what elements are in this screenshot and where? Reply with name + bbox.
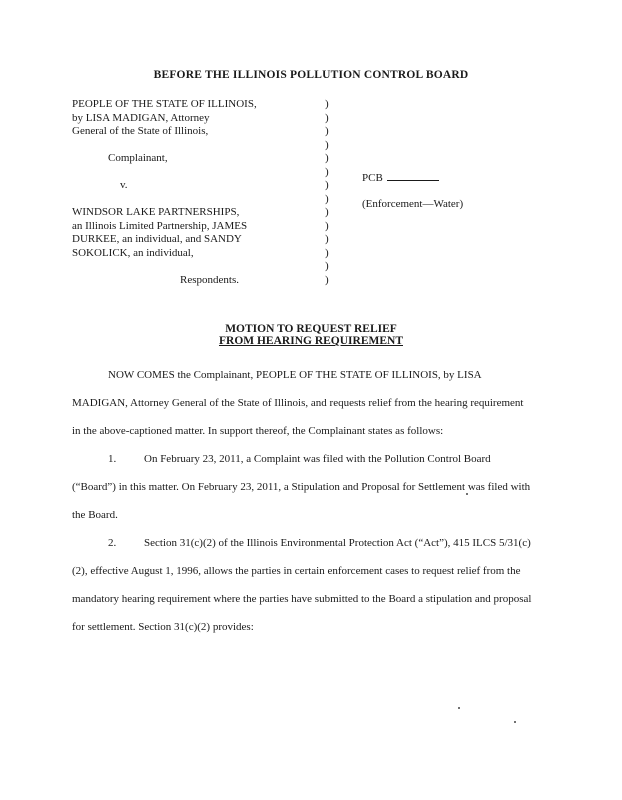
respondent-line: SOKOLICK, an individual, (72, 246, 194, 259)
board-heading: BEFORE THE ILLINOIS POLLUTION CONTROL BOARD (153, 69, 469, 81)
plaintiff-line: PEOPLE OF THE STATE OF ILLINOIS, (72, 98, 257, 110)
pcb-number (362, 170, 439, 184)
plaintiff-line: by LISA MADIGAN, Attorney (72, 111, 210, 124)
caption-parentheses (325, 98, 329, 287)
respondent-line: WINDSOR LAKE PARTNERSHIPS, (72, 206, 240, 218)
paragraph-text: On February 23, 2011, a Complaint was filed with the Pollution Control Board (“Board”) in this matter. On February 23, 2011, a Stipulation and Proposal for Settlement was filed with the Board. (72, 453, 531, 521)
paren: ) (325, 219, 329, 232)
scan-speck (514, 721, 516, 723)
scan-speck (458, 707, 460, 709)
case-type: (Enforcement—Water) (362, 198, 464, 210)
paren: ) (325, 260, 329, 272)
plaintiff-line: General of the State of Illinois, (72, 125, 209, 137)
paren: ) (325, 246, 329, 259)
respondents-label: Respondents. (180, 273, 239, 286)
motion-title-line2: FROM HEARING REQUIREMENT (218, 335, 403, 347)
paren: ) (325, 165, 329, 178)
intro-paragraph: NOW COMES the Complainant, PEOPLE OF THE STATE OF ILLINOIS, by LISA MADIGAN, Attorney General of the State of Illinois, and requests relief from the hearing requirement in the above-captioned matter. In support thereof, the Complainant states as follows: (72, 369, 524, 437)
complainant-label: Complainant, (108, 152, 168, 164)
paragraph-number: 1. (108, 453, 117, 465)
paren: ) (325, 125, 329, 137)
respondent-line: DURKEE, an individual, and SANDY (72, 233, 242, 245)
versus-label: v. (120, 179, 128, 191)
respondent-line: an Illinois Limited Partnership, JAMES (72, 219, 248, 232)
motion-body (72, 361, 532, 641)
pcb-label: PCB (362, 172, 383, 184)
motion-title-line1: MOTION TO REQUEST RELIEF (225, 323, 397, 335)
motion-title (0, 323, 622, 347)
paren: ) (325, 206, 329, 218)
paren: ) (325, 192, 329, 205)
paragraph-2 (72, 529, 532, 641)
pcb-blank-line (387, 170, 439, 181)
scan-speck (466, 493, 468, 495)
paragraph-number: 2. (108, 537, 117, 549)
paren: ) (325, 273, 329, 286)
paren: ) (325, 138, 329, 151)
paragraph-1 (72, 445, 532, 529)
paren: ) (325, 111, 329, 124)
paren: ) (325, 152, 329, 164)
paren: ) (325, 179, 329, 191)
paragraph-text: Section 31(c)(2) of the Illinois Environmental Protection Act (“Act”), 415 ILCS 5/31(c)(2), effective August 1, 1996, allows the parties in certain enforcement cases to request relief from the mandatory hearing requirement where the parties have submitted to the Board a stipulation and proposal for settlement. Section 31(c)(2) provides: (72, 537, 532, 633)
paren: ) (325, 98, 329, 110)
paren: ) (325, 233, 329, 245)
case-caption (72, 98, 322, 287)
